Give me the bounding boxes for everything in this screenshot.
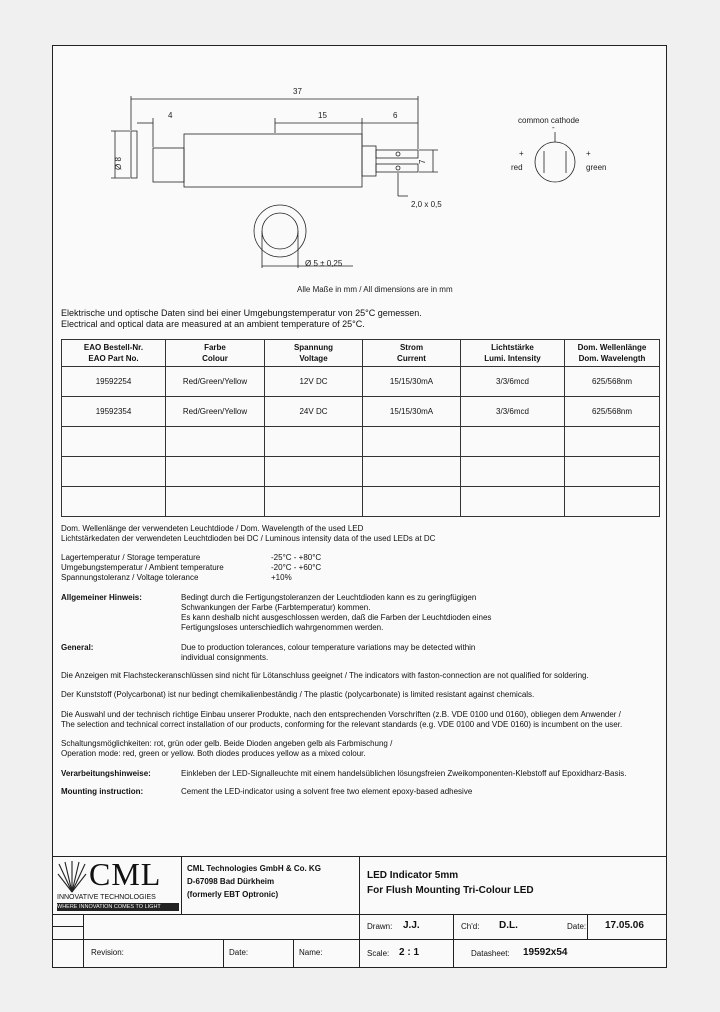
front-view-inner [262, 213, 298, 249]
cell-empty [265, 427, 363, 457]
checked-label: Ch'd: [461, 922, 480, 931]
storage-label: Lagertemperatur / Storage temperature [61, 553, 201, 562]
cell-intensity: 3/3/6mcd [461, 397, 565, 427]
led-pin-upper [376, 150, 418, 158]
storage-value: -25°C - +80°C [271, 553, 322, 562]
cell-empty [62, 457, 166, 487]
led-connector [362, 146, 376, 176]
switching-en: Operation mode: red, green or yellow. Both diodes produces yellow as a mixed colour. [61, 749, 366, 758]
logo-sunburst-icon [57, 860, 87, 894]
cell-empty [565, 457, 660, 487]
header-wavelength: Dom. Wellenlänge Dom. Wavelength [565, 340, 660, 367]
tolerance-value: +10% [271, 573, 292, 582]
cell-empty [461, 457, 565, 487]
tolerance-label: Spannungstoleranz / Voltage tolerance [61, 573, 199, 582]
ambient-label: Umgebungstemperatur / Ambient temperature [61, 563, 224, 572]
wavelength-note: Dom. Wellenlänge der verwendeten Leuchtdiode / Dom. Wavelength of the used LED [61, 524, 364, 533]
revision-label: Revision: [91, 948, 124, 957]
intro-en: Electrical and optical data are measured at an ambient temperature of 25°C. [61, 319, 365, 329]
schematic-green-label: green [586, 163, 607, 172]
cell-intensity: 3/3/6mcd [461, 367, 565, 397]
title-block-divider [223, 939, 224, 967]
general-en-label: General: [61, 643, 94, 652]
table-row [62, 397, 660, 427]
header-current: Strom Current [363, 340, 461, 367]
processing-label: Verarbeitungshinweise: [61, 769, 151, 778]
general-de-line: Es kann deshalb nicht ausgeschlossen werden, daß die Farben der Leuchtdioden eines [181, 613, 492, 622]
plastic-note: Der Kunststoff (Polycarbonat) ist nur bedingt chemikalienbeständig / The plastic (polycarbonate) is limited resistant against chemicals. [61, 690, 535, 699]
cell-wavelength: 625/568nm [565, 367, 660, 397]
cell-colour: Red/Green/Yellow [166, 367, 265, 397]
cell-empty [363, 487, 461, 517]
pin-hole [396, 152, 400, 156]
cell-voltage: 12V DC [265, 367, 363, 397]
cell-empty [461, 427, 565, 457]
cell-part-no: 19592254 [62, 367, 166, 397]
cell-voltage: 24V DC [265, 397, 363, 427]
table-row [62, 457, 660, 487]
processing-text: Einkleben der LED-Signalleuchte mit einem handelsüblichen lösungsfreien Zweikomponenten-Klebstoff auf Epoxidharz-Basis. [181, 769, 627, 778]
cell-empty [363, 457, 461, 487]
cell-current: 15/15/30mA [363, 367, 461, 397]
drawn-value: J.J. [403, 920, 420, 931]
selection-de: Die Auswahl und der technisch richtige Einbau unserer Produkte, nach den entsprechenden Vorschriften (z.B. VDE 0100 und 0160), obliegen dem Anwender / [61, 710, 621, 719]
dim-pin: 2,0 x 0,5 [411, 200, 442, 209]
date-value: 17.05.06 [605, 920, 644, 931]
units-note: Alle Maße in mm / All dimensions are in mm [297, 285, 453, 294]
schematic-red-label: red [511, 163, 523, 172]
general-en-line: individual consignments. [181, 653, 269, 662]
company-formerly: (formerly EBT Optronic) [187, 890, 279, 899]
spec-table [61, 339, 660, 517]
datasheet-label: Datasheet: [471, 949, 510, 958]
cell-empty [565, 427, 660, 457]
flat-plug-note: Die Anzeigen mit Flachsteckeranschlüssen sind nicht für Lötanschluss geeignet / The indicators with faston-connection are not qualified for soldering. [61, 671, 589, 680]
dim-hole: Ø 5 ± 0,25 [305, 259, 343, 268]
cell-empty [265, 487, 363, 517]
logo-subtitle: INNOVATIVE TECHNOLOGIES [57, 894, 156, 901]
led-lens [153, 148, 184, 182]
table-row [62, 427, 660, 457]
ambient-value: -20°C - +60°C [271, 563, 322, 572]
schematic-common-cathode: common cathode [518, 116, 580, 125]
switching-de: Schaltungsmöglichkeiten: rot, grün oder gelb. Beide Dioden angeben gelb als Farbmischung / [61, 739, 393, 748]
logo-text: CML [89, 856, 162, 892]
title-block-divider [293, 939, 294, 967]
title-block-divider [453, 914, 454, 967]
drawing-sheet [52, 45, 667, 968]
cell-empty [166, 427, 265, 457]
checked-value: D.L. [499, 920, 518, 931]
header-part-no: EAO Bestell-Nr. EAO Part No. [62, 340, 166, 367]
dim-left: 4 [168, 111, 173, 120]
pin-hole [396, 166, 400, 170]
schematic-minus: - [552, 123, 555, 132]
intro-de: Elektrische und optische Daten sind bei einer Umgebungstemperatur von 25°C gemessen. [61, 308, 422, 318]
company-address: D-67098 Bad Dürkheim [187, 877, 275, 886]
company-name: CML Technologies GmbH & Co. KG [187, 864, 321, 873]
dim-height: 7 [418, 159, 427, 164]
dim-right: 6 [393, 111, 398, 120]
date-label: Date: [567, 922, 587, 931]
cell-empty [363, 427, 461, 457]
cell-empty [166, 457, 265, 487]
general-en-line: Due to production tolerances, colour temperature variations may be detected within [181, 643, 476, 652]
revision-grid-line [53, 926, 83, 927]
general-de-label: Allgemeiner Hinweis: [61, 593, 142, 602]
scale-value: 2 : 1 [399, 947, 420, 958]
scale-label: Scale: [367, 949, 390, 958]
cell-part-no: 19592354 [62, 397, 166, 427]
general-de-line: Bedingt durch die Fertigungstoleranzen der Leuchtdioden kann es zu geringfügigen [181, 593, 477, 602]
led-flange [131, 131, 137, 178]
cell-empty [166, 487, 265, 517]
cell-empty [62, 427, 166, 457]
technical-drawing [53, 46, 666, 296]
general-de-line: Fertigungsloses unterschiedlich wahrgenommen werden. [181, 623, 384, 632]
cml-logo [57, 856, 179, 912]
drawn-label: Drawn: [367, 922, 393, 931]
cell-current: 15/15/30mA [363, 397, 461, 427]
led-body [184, 134, 362, 187]
mounting-text: Cement the LED-indicator using a solvent free two element epoxy-based adhesive [181, 787, 473, 796]
revision-name-label: Name: [299, 948, 323, 957]
header-colour: Farbe Colour [166, 340, 265, 367]
schematic-red-plus: + [519, 149, 524, 158]
cell-empty [62, 487, 166, 517]
dim-diameter: Ø 8 [114, 157, 123, 170]
title-block-divider [587, 914, 588, 939]
cell-empty [265, 457, 363, 487]
table-row [62, 367, 660, 397]
table-header-row [62, 340, 660, 367]
dim-total: 37 [293, 87, 302, 96]
datasheet-value: 19592x54 [523, 947, 568, 958]
title-block-divider [359, 856, 360, 967]
schematic-green-plus: + [586, 149, 591, 158]
mounting-label: Mounting instruction: [61, 787, 144, 796]
intensity-note: Lichtstärkedaten der verwendeten Leuchtdioden bei DC / Luminous intensity data of the used LEDs at DC [61, 534, 436, 543]
cell-wavelength: 625/568nm [565, 397, 660, 427]
general-de-line: Schwankungen der Farbe (Farbtemperatur) kommen. [181, 603, 371, 612]
header-voltage: Spannung Voltage [265, 340, 363, 367]
title-block-divider [181, 856, 182, 914]
header-intensity: Lichtstärke Lumi. Intensity [461, 340, 565, 367]
logo-tagline: WHERE INNOVATION COMES TO LIGHT [57, 903, 179, 911]
schematic-led [535, 142, 575, 182]
cell-empty [565, 487, 660, 517]
selection-en: The selection and technical correct installation of our products, conforming for the relevant standards (e.g. VDE 0100 and VDE 0160) is incumbent on the user. [61, 720, 623, 729]
table-row [62, 487, 660, 517]
cell-empty [461, 487, 565, 517]
product-subtitle: For Flush Mounting Tri-Colour LED [367, 885, 534, 896]
cell-colour: Red/Green/Yellow [166, 397, 265, 427]
product-title: LED Indicator 5mm [367, 870, 459, 881]
dim-mid: 15 [318, 111, 327, 120]
led-pin-lower [376, 164, 418, 172]
title-block-divider [83, 914, 84, 967]
revision-date-label: Date: [229, 948, 249, 957]
